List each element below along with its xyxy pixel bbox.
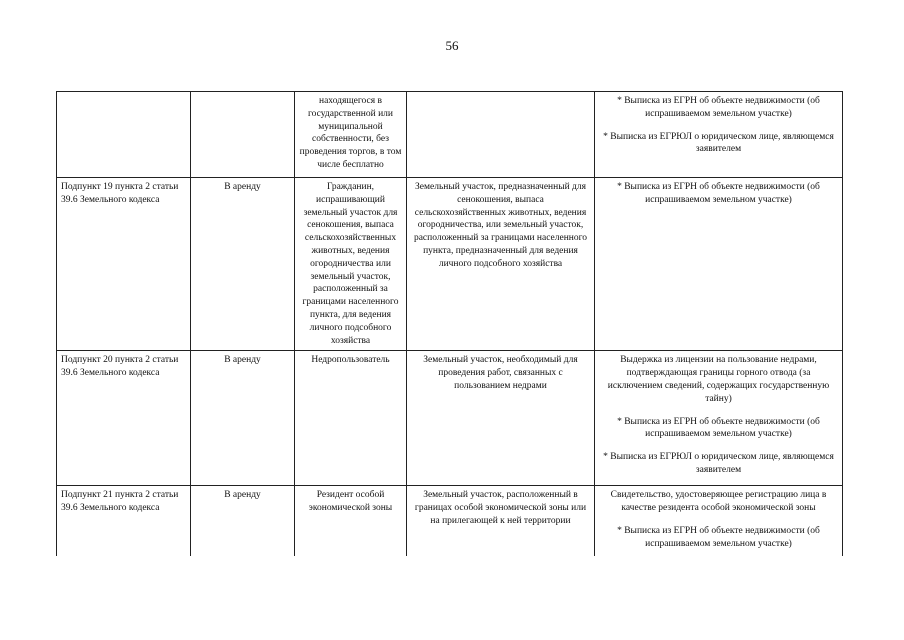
table-row xyxy=(57,486,843,556)
kind-cell: В аренду xyxy=(191,351,295,486)
document-item: * Выписка из ЕГРН об объекте недвижимости (об испрашиваемом земельном участке) xyxy=(617,416,820,440)
document-item: * Выписка из ЕГРН об объекте недвижимости (об испрашиваемом земельном участке) xyxy=(617,96,820,119)
documents-cell xyxy=(595,92,843,178)
document-item: Свидетельство, удостоверяющее регистрацию лица в качестве резидента особой экономической зоны xyxy=(610,490,827,514)
plot-cell: Земельный участок, необходимый для проведения работ, связанных с пользованием недрами xyxy=(407,351,595,486)
basis-cell: Подпункт 20 пункта 2 статьи 39.6 Земельного кодекса xyxy=(57,351,191,486)
documents-cell xyxy=(595,351,843,486)
page-number: 56 xyxy=(445,38,459,53)
basis-cell: Подпункт 19 пункта 2 статьи 39.6 Земельного кодекса xyxy=(57,178,191,351)
kind-cell: В аренду xyxy=(191,486,295,556)
applicant-cell: Резидент особой экономической зоны xyxy=(295,486,407,556)
documents-table xyxy=(56,91,843,556)
document-item: * Выписка из ЕГРЮЛ о юридическом лице, являющемся заявителем xyxy=(603,131,834,155)
document-item: Выдержка из лицензии на пользование недрами, подтверждающая границы горного отвода (за исключением сведений, содержащих государственную тайну) xyxy=(607,355,830,404)
table-row xyxy=(57,351,843,486)
kind-cell: В аренду xyxy=(191,178,295,351)
plot-cell: Земельный участок, расположенный в границах особой экономической зоны или на прилегающей к ней территории xyxy=(407,486,595,556)
document-item: * Выписка из ЕГРН об объекте недвижимости (об испрашиваемом земельном участке) xyxy=(617,525,820,549)
table-row xyxy=(57,92,843,178)
documents-cell xyxy=(595,178,843,351)
plot-cell: Земельный участок, предназначенный для сенокошения, выпаса сельскохозяйственных животных, ведения огородничества, или земельный участок, расположенный за границами населенного пункта, предназначенный для ведения личного подсобного хозяйства xyxy=(407,178,595,351)
basis-cell: Подпункт 21 пункта 2 статьи 39.6 Земельного кодекса xyxy=(57,486,191,556)
document-item: * Выписка из ЕГРЮЛ о юридическом лице, являющемся заявителем xyxy=(603,452,834,475)
kind-cell xyxy=(191,92,295,178)
documents-cell xyxy=(595,486,843,556)
applicant-cell: Гражданин, испрашивающий земельный участок для сенокошения, выпаса сельскохозяйственных животных, ведения огородничества или земельный участок, расположенный за границами населенного пункта, для ведения личного подсобного хозяйства xyxy=(295,178,407,351)
applicant-cell: Недропользователь xyxy=(295,351,407,486)
applicant-cell: находящегося в государственной или муниципальной собственности, без проведения торгов, в том числе бесплатно xyxy=(295,92,407,178)
basis-cell xyxy=(57,92,191,178)
table-row xyxy=(57,178,843,351)
plot-cell xyxy=(407,92,595,178)
document-item: * Выписка из ЕГРН об объекте недвижимости (об испрашиваемом земельном участке) xyxy=(617,182,820,205)
